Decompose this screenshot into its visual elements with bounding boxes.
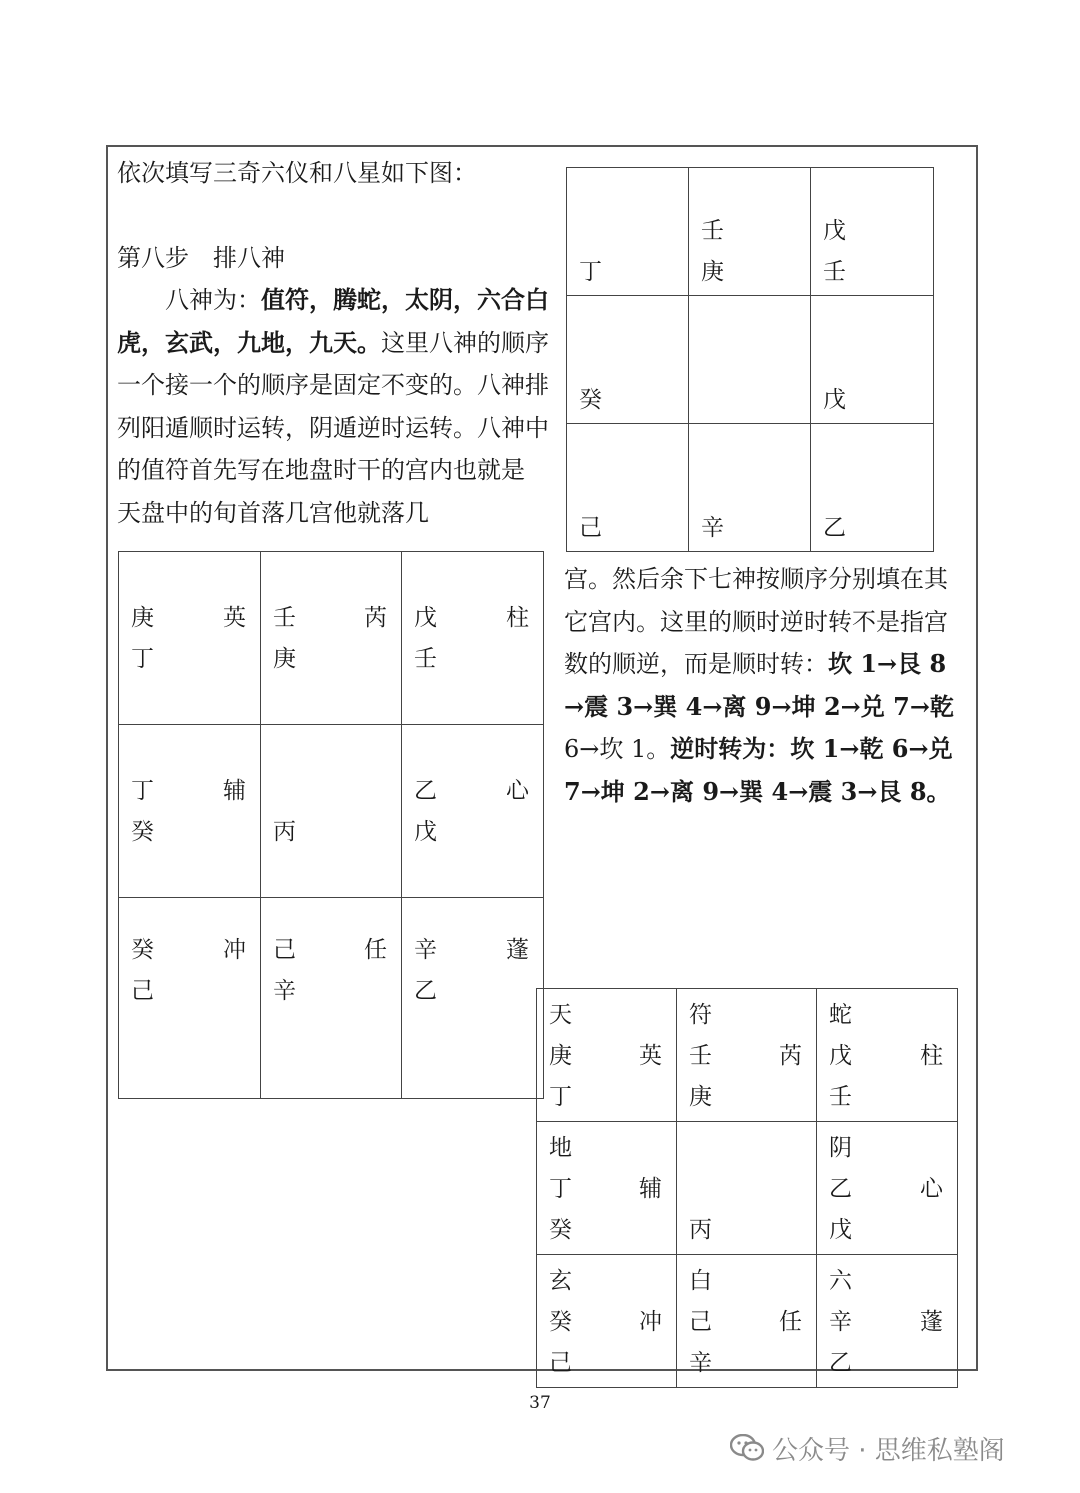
heaven-stem: 己 <box>689 1309 712 1335</box>
para1-line4: 列阳遁顺时运转，阴遁逆时运转。八神中 <box>117 414 549 442</box>
cell-line-2: 乙 <box>823 515 846 541</box>
cell-line-2 <box>829 1036 943 1077</box>
earth-stem: 辛 <box>689 1350 712 1376</box>
star-name: 冲 <box>223 937 246 963</box>
heaven-stem: 癸 <box>131 937 154 963</box>
cell-line-1 <box>414 771 529 812</box>
cell-line-2: 壬 <box>823 259 846 285</box>
para1-line2 <box>117 322 549 365</box>
cell-line-2: 辛 <box>701 515 724 541</box>
wechat-icon <box>730 1434 764 1469</box>
earth-stem: 庚 <box>273 646 296 672</box>
para1-rest2: 这里八神的顺序 <box>381 329 549 357</box>
cell-line-1 <box>273 598 387 639</box>
grid-cell <box>677 1255 817 1388</box>
cell-line-1 <box>414 598 529 639</box>
earth-stem: 己 <box>131 978 154 1004</box>
step-title: 第八步 排八神 <box>117 244 285 272</box>
grid-cell <box>537 1255 677 1388</box>
star-name: 冲 <box>639 1309 662 1335</box>
heaven-stem: 戊 <box>829 1043 852 1069</box>
grid-cell <box>119 552 261 725</box>
para1-prefix: 八神为： <box>165 286 261 314</box>
grid-row <box>119 552 544 725</box>
god-name <box>689 1128 802 1169</box>
earth-stem: 庚 <box>689 1084 712 1110</box>
grid-cell <box>119 898 261 1099</box>
god-name: 阴 <box>829 1135 852 1161</box>
grid-cell <box>402 725 544 898</box>
heaven-stem: 壬 <box>273 605 296 631</box>
grid-row <box>537 989 958 1122</box>
heaven-stem: 辛 <box>414 937 437 963</box>
god-name: 符 <box>689 1002 712 1028</box>
cell-line-2: 己 <box>579 515 602 541</box>
god-name: 玄 <box>549 1268 572 1294</box>
star-name: 英 <box>223 605 246 631</box>
earth-stem: 丁 <box>549 1084 572 1110</box>
grid-left <box>118 551 544 1099</box>
cell-line-1 <box>273 930 387 971</box>
star-name: 辅 <box>639 1176 662 1202</box>
grid-bottom <box>536 988 958 1388</box>
grid-cell <box>811 424 934 552</box>
cell-line-1 <box>823 467 919 508</box>
cell-line-2 <box>829 1169 943 1210</box>
star-name: 英 <box>639 1043 662 1069</box>
heaven-stem: 己 <box>273 937 296 963</box>
intro-line: 依次填写三奇六仪和八星如下图： <box>117 159 477 187</box>
para2-line5b: 逆时转为：坎 1→乾 6→兑 <box>670 734 953 763</box>
page-number: 37 <box>529 1393 551 1413</box>
cell-line-1: 壬 <box>701 218 724 244</box>
cell-line-1 <box>701 380 796 421</box>
earth-stem: 乙 <box>829 1350 852 1376</box>
para2-line5 <box>564 728 953 771</box>
god-name: 蛇 <box>829 1002 852 1028</box>
grid-cell <box>402 552 544 725</box>
cell-line-2 <box>549 1036 662 1077</box>
para2-line5a: 6→坎 1。 <box>564 735 671 763</box>
cell-line-2 <box>549 1302 662 1343</box>
earth-stem: 丁 <box>131 646 154 672</box>
grid-row <box>119 725 544 898</box>
para2-line4: →震 3→巽 4→离 9→坤 2→兑 7→乾 <box>564 692 954 721</box>
star-name: 芮 <box>364 605 387 631</box>
heaven-stem: 丁 <box>131 778 154 804</box>
watermark-text: 公众号 · 思维私塾阁 <box>772 1436 1005 1466</box>
heaven-stem: 戊 <box>414 605 437 631</box>
grid-cell <box>261 552 402 725</box>
cell-line-1 <box>131 930 246 971</box>
grid-cell <box>677 989 817 1122</box>
grid-row <box>567 296 934 424</box>
cell-line-1 <box>701 467 796 508</box>
grid-row <box>537 1255 958 1388</box>
god-name: 天 <box>549 1002 572 1028</box>
grid-cell <box>402 898 544 1099</box>
heaven-stem: 庚 <box>549 1043 572 1069</box>
para1-line6: 天盘中的旬首落几宫他就落几 <box>117 499 429 527</box>
cell-line-2 <box>829 1302 943 1343</box>
para2-line3b: 坎 1→艮 8 <box>828 649 947 678</box>
earth-stem: 戊 <box>414 819 437 845</box>
grid-row <box>119 898 544 1099</box>
grid-cell <box>537 989 677 1122</box>
grid-cell <box>119 725 261 898</box>
para1-bold1: 值符，腾蛇，太阴，六合白 <box>261 285 549 314</box>
cell-line-2: 庚 <box>701 259 724 285</box>
star-name: 心 <box>920 1176 943 1202</box>
heaven-stem: 庚 <box>131 605 154 631</box>
cell-line-2 <box>689 1036 802 1077</box>
cell-line-1 <box>579 467 674 508</box>
heaven-stem: 辛 <box>829 1309 852 1335</box>
star-name: 心 <box>506 778 529 804</box>
cell-line-1 <box>414 930 529 971</box>
cell-line-2 <box>549 1169 662 1210</box>
grid-cell <box>261 725 402 898</box>
cell-line-2: 癸 <box>579 387 602 413</box>
cell-line-1 <box>579 339 674 380</box>
para2-line1: 宫。然后余下七神按顺序分别填在其 <box>564 565 948 593</box>
grid-cell <box>567 296 689 424</box>
star-name: 柱 <box>506 605 529 631</box>
grid-cell <box>567 168 689 296</box>
earth-stem: 壬 <box>414 646 437 672</box>
earth-stem: 癸 <box>131 819 154 845</box>
heaven-stem: 乙 <box>829 1176 852 1202</box>
star-name: 任 <box>779 1309 802 1335</box>
grid-cell <box>261 898 402 1099</box>
grid-cell <box>677 1122 817 1255</box>
para1-line3: 一个接一个的顺序是固定不变的。八神排 <box>117 371 549 399</box>
para1-bold2: 虎，玄武，九地，九天。 <box>117 328 381 357</box>
god-name: 地 <box>549 1135 572 1161</box>
heaven-stem: 壬 <box>689 1043 712 1069</box>
para1-line1 <box>165 279 549 322</box>
grid-cell <box>817 1255 958 1388</box>
star-name: 任 <box>364 937 387 963</box>
god-name: 六 <box>829 1268 852 1294</box>
heaven-stem: 乙 <box>414 778 437 804</box>
grid-top-right <box>566 167 934 552</box>
grid-cell <box>537 1122 677 1255</box>
earth-stem: 辛 <box>273 978 296 1004</box>
grid-cell <box>689 168 811 296</box>
cell-line-2: 戊 <box>823 387 846 413</box>
para2-line3 <box>564 643 946 686</box>
grid-cell <box>689 424 811 552</box>
grid-row <box>567 424 934 552</box>
earth-stem: 乙 <box>414 978 437 1004</box>
cell-line-1 <box>579 211 674 252</box>
earth-stem: 己 <box>549 1350 572 1376</box>
grid-cell <box>689 296 811 424</box>
star-name: 芮 <box>779 1043 802 1069</box>
earth-stem: 丙 <box>689 1217 712 1243</box>
cell-line-2: 丁 <box>579 259 602 285</box>
grid-cell <box>817 1122 958 1255</box>
para1-line5: 的值符首先写在地盘时干的宫内也就是 <box>117 456 525 484</box>
grid-row <box>537 1122 958 1255</box>
para2-line2: 它宫内。这里的顺时逆时转不是指宫 <box>564 608 948 636</box>
grid-cell <box>811 168 934 296</box>
para2-line6: 7→坤 2→离 9→巽 4→震 3→艮 8。 <box>564 777 951 806</box>
cell-line-2 <box>689 1169 802 1210</box>
earth-stem: 丙 <box>273 819 296 845</box>
star-name: 辅 <box>223 778 246 804</box>
earth-stem: 癸 <box>549 1217 572 1243</box>
cell-line-1: 戊 <box>823 218 846 244</box>
cell-line-1 <box>823 339 919 380</box>
star-name: 蓬 <box>506 937 529 963</box>
god-name: 白 <box>689 1268 712 1294</box>
star-name: 蓬 <box>920 1309 943 1335</box>
cell-line-1 <box>273 771 387 812</box>
cell-line-1 <box>131 598 246 639</box>
grid-cell <box>817 989 958 1122</box>
earth-stem: 戊 <box>829 1217 852 1243</box>
heaven-stem: 癸 <box>549 1309 572 1335</box>
para2-line3a: 数的顺逆，而是顺时转： <box>564 650 828 678</box>
watermark <box>730 1430 1005 1469</box>
cell-line-1 <box>131 771 246 812</box>
cell-line-2 <box>689 1302 802 1343</box>
grid-cell <box>811 296 934 424</box>
grid-cell <box>567 424 689 552</box>
star-name: 柱 <box>920 1043 943 1069</box>
heaven-stem: 丁 <box>549 1176 572 1202</box>
earth-stem: 壬 <box>829 1084 852 1110</box>
grid-row <box>567 168 934 296</box>
